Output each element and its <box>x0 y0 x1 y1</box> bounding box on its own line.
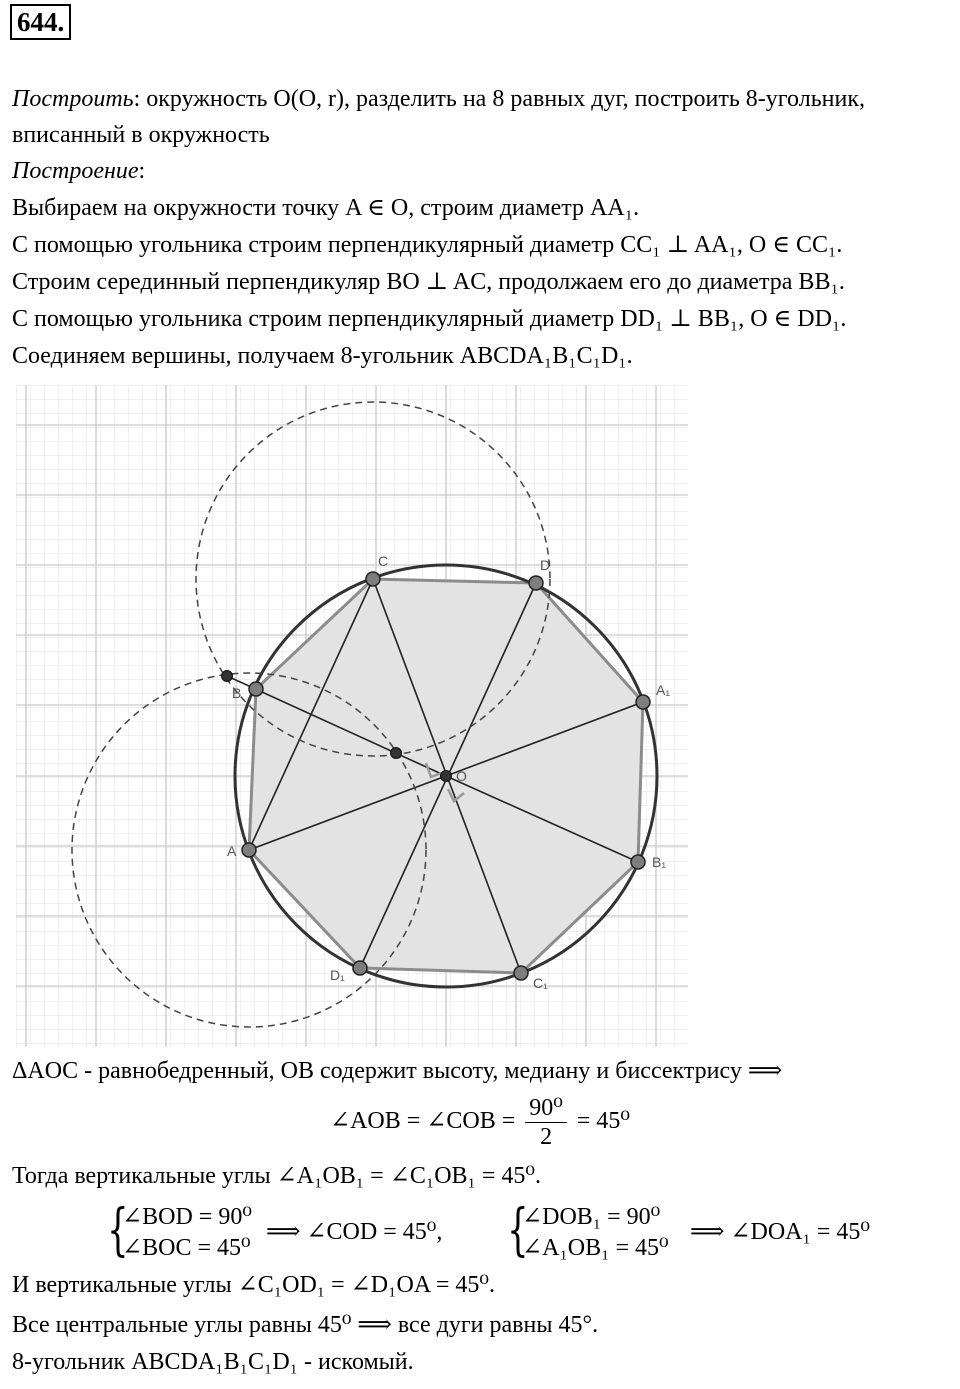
equation-left: ∠AOB = ∠COB = <box>329 1108 516 1135</box>
point-D <box>529 576 543 590</box>
label-C: C <box>378 553 389 569</box>
construction-heading <box>12 156 145 186</box>
construction-step-1: Выбираем на окружности точку A ∈ O, строим диаметр AA₁. <box>12 195 640 221</box>
construction-step-2: С помощью угольника строим перпендикулярный диаметр CC₁ ⊥ AA₁, O ∈ CC₁. <box>12 232 843 258</box>
solution-line-5: 8-угольник ABCDA₁B₁C₁D₁ - искомый. <box>12 1349 414 1375</box>
system-1-row-1: ∠BOD = 90⁰ <box>122 1204 252 1230</box>
label-D: D <box>540 557 551 573</box>
construction-colon: : <box>138 158 146 184</box>
point-intersection-top <box>222 671 233 682</box>
point-A <box>242 843 256 857</box>
solution-line-4: Все центральные углы равны 45⁰ ⟹ все дуги равны 45°. <box>12 1312 599 1338</box>
task-line-1 <box>12 84 865 114</box>
label-D1: D₁ <box>330 967 345 983</box>
point-D1 <box>353 961 367 975</box>
system-2-row-1: ∠DOB₁ = 90⁰ <box>522 1204 661 1230</box>
equation-right: = 45⁰ <box>576 1108 631 1135</box>
equation-aob <box>0 1094 960 1151</box>
point-B <box>249 682 263 696</box>
solution-line-3: И вертикальные углы ∠C₁OD₁ = ∠D₁OA = 45⁰. <box>12 1272 495 1298</box>
construction-label: Построение <box>12 158 139 184</box>
system-1-row-2: ∠BOC = 45⁰ <box>122 1235 251 1261</box>
point-C1 <box>514 966 528 980</box>
task-line-2: вписанный в окружность <box>12 122 270 148</box>
system-2-row-2: ∠A₁OB₁ = 45⁰ <box>522 1235 669 1261</box>
system-2 <box>500 1198 940 1265</box>
label-O: O <box>456 768 467 784</box>
point-A1 <box>636 695 650 709</box>
label-A1: A₁ <box>656 682 671 698</box>
solution-line-1: ΔAOC - равнобедренный, OB содержит высоту, медиану и биссектрису ⟹ <box>12 1058 783 1084</box>
fraction-denominator: 2 <box>540 1124 553 1150</box>
fraction-numerator: 90⁰ <box>525 1094 567 1123</box>
label-B: B <box>232 685 242 701</box>
label-C1: C₁ <box>533 975 548 991</box>
construction-figure <box>16 385 688 1047</box>
task-label: Построить <box>12 86 134 112</box>
point-midpoint <box>391 748 402 759</box>
task-text: : окружность O(O, r), разделить на 8 равных дуг, построить 8-угольник, <box>133 86 865 112</box>
problem-number: 644. <box>10 4 71 40</box>
fraction <box>525 1094 567 1151</box>
point-B1 <box>631 855 645 869</box>
label-B1: B₁ <box>652 854 667 870</box>
construction-step-3: Строим серединный перпендикуляр BO ⊥ AC, продолжаем его до диаметра BB₁. <box>12 269 845 295</box>
system-1-result: ⟹ ∠COD = 45⁰, <box>266 1219 443 1245</box>
construction-step-4: С помощью угольника строим перпендикулярный диаметр DD₁ ⊥ BB₁, O ∈ DD₁. <box>12 306 847 332</box>
system-2-result: ⟹ ∠DOA₁ = 45⁰ <box>690 1219 871 1245</box>
point-O <box>441 771 452 782</box>
brace-icon: { <box>507 1198 529 1263</box>
point-C <box>366 572 380 586</box>
solution-line-2: Тогда вертикальные углы ∠A₁OB₁ = ∠C₁OB₁ = 45⁰. <box>12 1163 542 1189</box>
system-1 <box>100 1198 480 1265</box>
brace-icon: { <box>107 1198 129 1263</box>
label-A: A <box>227 843 237 859</box>
construction-step-5: Соединяем вершины, получаем 8-угольник ABCDA₁B₁C₁D₁. <box>12 343 633 369</box>
